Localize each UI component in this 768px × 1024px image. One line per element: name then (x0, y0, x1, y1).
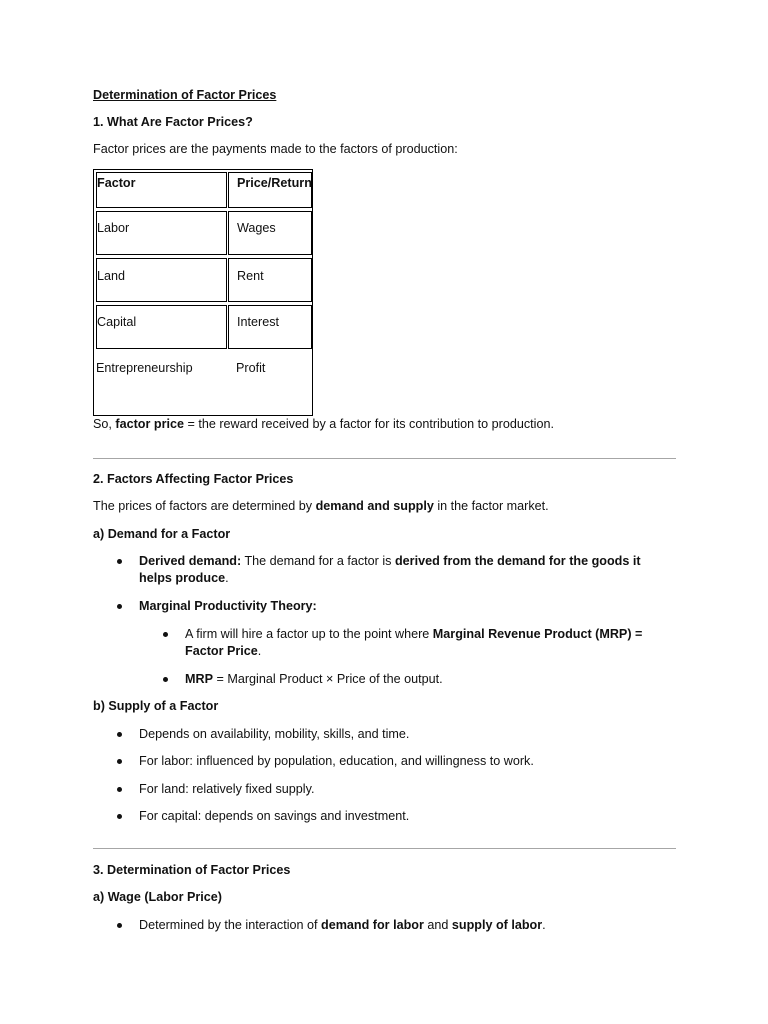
table-row (96, 305, 227, 349)
table-row (228, 211, 312, 255)
list-item-derived-demand: Derived demand: The demand for a factor is derived from the demand for the goods it helps produce. (139, 554, 641, 585)
bullet-icon (117, 787, 122, 792)
list-item: For labor: influenced by population, education, and willingness to work. (139, 754, 534, 768)
list-item: Depends on availability, mobility, skills, and time. (139, 727, 410, 741)
bullet-icon (163, 632, 168, 637)
table-row (96, 258, 227, 302)
table-cell-return: Rent (237, 269, 264, 283)
document-title: Determination of Factor Prices (93, 88, 277, 102)
section-2-intro: The prices of factors are determined by demand and supply in the factor market. (93, 499, 549, 513)
table-row (96, 211, 227, 255)
list-item: For capital: depends on savings and investment. (139, 809, 410, 823)
bullet-icon (163, 677, 168, 682)
bullet-icon (117, 923, 122, 928)
table-cell-factor: Land (97, 269, 126, 283)
subsection-demand-heading: a) Demand for a Factor (93, 527, 231, 541)
bullet-icon (117, 604, 122, 609)
table-header-price: Price/Return (237, 176, 312, 190)
table-cell-factor: Capital (97, 315, 137, 329)
table-cell-return: Profit (236, 361, 266, 375)
table-header-cell (228, 172, 312, 208)
table-row (228, 258, 312, 302)
table-header-factor: Factor (97, 176, 136, 190)
document-page (93, 0, 677, 1024)
bullet-icon (117, 814, 122, 819)
list-item-wage: Determined by the interaction of demand for labor and supply of labor. (139, 918, 546, 932)
table-cell-factor: Labor (97, 221, 130, 235)
section-divider (93, 458, 676, 459)
subsection-supply-heading: b) Supply of a Factor (93, 699, 219, 713)
section-2-heading: 2. Factors Affecting Factor Prices (93, 472, 294, 486)
factor-price-table (93, 169, 313, 416)
table-cell-return: Wages (237, 221, 276, 235)
list-item: For land: relatively fixed supply. (139, 782, 315, 796)
bullet-icon (117, 559, 122, 564)
table-cell-factor: Entrepreneurship (96, 361, 193, 375)
bullet-icon (117, 759, 122, 764)
section-3-heading: 3. Determination of Factor Prices (93, 863, 291, 877)
table-row (228, 305, 312, 349)
section-divider (93, 848, 676, 849)
factor-price-summary: So, factor price = the reward received by a factor for its contribution to production. (93, 417, 554, 431)
list-item-mpt-hire: A firm will hire a factor up to the point where Marginal Revenue Product (MRP) = Factor Price. (185, 627, 643, 658)
section-1-heading: 1. What Are Factor Prices? (93, 115, 253, 129)
subsection-wage-heading: a) Wage (Labor Price) (93, 890, 222, 904)
list-item-mrp: MRP = Marginal Product × Price of the output. (185, 672, 443, 686)
table-cell-return: Interest (237, 315, 279, 329)
bullet-icon (117, 732, 122, 737)
section-1-intro: Factor prices are the payments made to the factors of production: (93, 142, 458, 156)
table-header-cell (96, 172, 227, 208)
list-item-mpt: Marginal Productivity Theory: (139, 599, 317, 613)
